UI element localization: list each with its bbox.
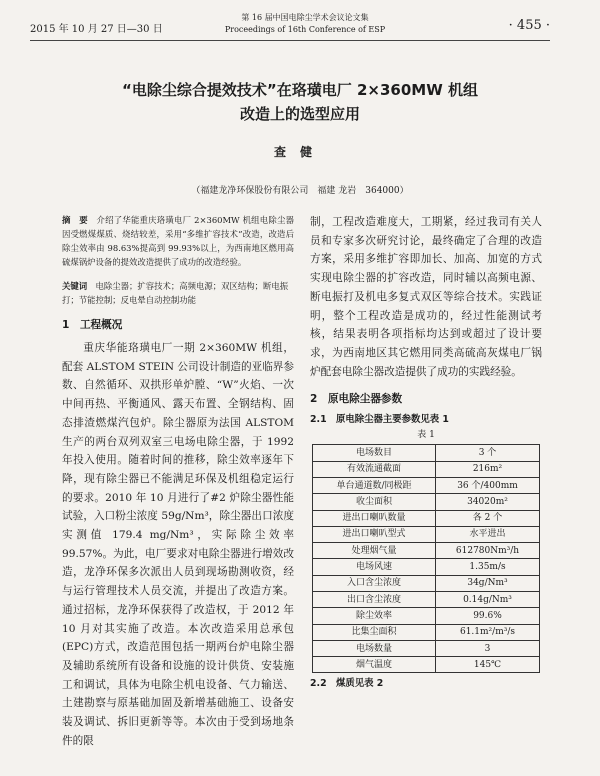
abstract-text: 介绍了华能重庆珞璜电厂 2×360MW 机组电除尘器因受燃煤煤质、烧结较差，采用“多维扩容技术”改造，改造后除尘效率由 98.63%提高到 99.93%以上，为西南地区燃用高硫煤锅炉设备的提效改造提供了成功的改造经验。: [62, 215, 295, 267]
parameter-value: 61.1m²/m³/s: [436, 624, 540, 640]
keywords-label: 关键词: [62, 281, 88, 291]
table-row: [313, 445, 540, 461]
affiliation: （福建龙净环保股份有限公司 福建 龙岩 364000）: [191, 186, 409, 196]
parameter-value: 36 个/400mm: [436, 477, 540, 493]
page-header: [30, 10, 550, 41]
author: 查健: [273, 145, 326, 159]
table-row: [313, 494, 540, 510]
parameter-value: 99.6%: [436, 608, 540, 624]
parameter-name: 有效流通截面: [313, 461, 436, 477]
parameter-value: 145℃: [436, 657, 540, 673]
parameter-name: 进出口喇叭数量: [313, 510, 436, 526]
subsection-2-1-heading: 2.1 原电除尘器主要参数见表 1: [310, 414, 449, 426]
parameter-name: 电场数量: [313, 640, 436, 656]
table-row: [313, 640, 540, 656]
keywords: [62, 279, 294, 307]
parameter-value: 612780Nm³/h: [436, 543, 540, 559]
title-line-1: “电除尘综合提效技术”在珞璜电厂 2×360MW 机组: [122, 81, 478, 99]
parameter-value: 3: [436, 640, 540, 656]
section-1-paragraph: 重庆华能珞璜电厂一期 2×360MW 机组，配套 ALSTOM STEIN 公司设计制造的亚临界参数、自然循环、双拱形单炉膛、“W”火焰、一次中间再热、平衡通风、露天布置、全钢结构、固态排渣燃煤汽包炉。除尘器原为法国 ALSTOM 生产的两台双列双室三电场电除尘器，于 1992 年投入使用。随着时间的推移，除尘效率逐年下降，现有除尘器已不能满足环保及机组稳定运行的要求。2010 年 10 月进行了#2 炉除尘器性能试验，入口粉尘浓度 59g/Nm³，除尘器出口浓度实测值 179.4 mg/Nm³，实际除尘效率 99.57%。为此，电厂要求对电除尘器进行增效改造，龙净环保多次派出人员到现场勘测收资，经与运行管理技术人员交流，并提出了改造方案。通过招标，龙净环保获得了改造权，于 2012 年 10 月对其实施了改造。本次改造采用总承包(EPC)方式，改造范围包括一期两台炉电除尘器及辅助系统所有设备和设施的设计供货、安装施工和调试，具体为电除尘机电设备、气力输送、土建勘察与原基础加固及新增基础施工、设备安装及调试、拆旧更新等等。本次由于受到场地条件的限: [62, 342, 294, 747]
parameter-name: 除尘效率: [313, 608, 436, 624]
conference-name-cn: 第 16 届中国电除尘学术会议论文集: [241, 13, 369, 22]
abstract: [62, 213, 294, 269]
section-1-heading: 1 工程概况: [62, 319, 123, 331]
parameter-value: 水平进出: [436, 526, 540, 542]
parameter-name: 收尘面积: [313, 494, 436, 510]
conference-date: 2015 年 10 月 27 日—30 日: [30, 24, 163, 35]
table-row: [313, 510, 540, 526]
parameter-name: 单台通道数/同极距: [313, 477, 436, 493]
parameters-table: [312, 444, 540, 673]
parameter-name: 进出口喇叭型式: [313, 526, 436, 542]
section-2-heading: 2 原电除尘器参数: [310, 393, 403, 406]
parameter-value: 34g/Nm³: [436, 575, 540, 591]
abstract-label: 摘 要: [62, 215, 88, 225]
parameters-table-body: [313, 445, 540, 673]
right-column: [310, 213, 542, 693]
conference-name-en: Proceedings of 16th Conference of ESP: [224, 25, 386, 34]
parameter-value: 0.14g/Nm³: [436, 592, 540, 608]
parameter-value: 3 个: [436, 445, 540, 461]
table-row: [313, 477, 540, 493]
left-column: [62, 213, 294, 750]
parameter-value: 各 2 个: [436, 510, 540, 526]
subsection-2-2-heading: 2.2 煤质见表 2: [310, 678, 384, 690]
page-number: · 455 ·: [508, 18, 550, 33]
title-line-2: 改造上的选型应用: [239, 105, 360, 123]
section-1-paragraph-continued: 制，工程改造难度大，工期紧，经过我司有关人员和专家多次研究讨论，最终确定了合理的改造方案，采用多维扩容即加长、加高、加宽的方式实现电除尘器的扩容改造，同时辅以高频电源、断电振打及机电多复式双区等综合技术。实践证明，整个工程改造是成功的，经过性能测试考核，结果表明各项指标均达到或超过了设计要求，为西南地区其它燃用同类高硫高灰煤电厂锅炉配套电除尘器改造提供了成功的实践经验。: [310, 216, 542, 378]
table-row: [313, 526, 540, 542]
parameter-value: 34020m²: [436, 494, 540, 510]
parameter-value: 1.35m/s: [436, 559, 540, 575]
parameter-name: 电场风速: [313, 559, 436, 575]
parameter-name: 处理烟气量: [313, 543, 436, 559]
table-row: [313, 575, 540, 591]
table-row: [313, 624, 540, 640]
table-row: [313, 543, 540, 559]
table-row: [313, 559, 540, 575]
table-row: [313, 657, 540, 673]
parameter-name: 入口含尘浓度: [313, 575, 436, 591]
paper-title: [40, 78, 560, 126]
table-row: [313, 592, 540, 608]
table-1-caption: 表 1: [417, 430, 435, 441]
parameter-value: 216m²: [436, 461, 540, 477]
conference-name: [220, 12, 390, 36]
table-row: [313, 608, 540, 624]
table-row: [313, 461, 540, 477]
parameter-name: 电场数目: [313, 445, 436, 461]
parameter-name: 烟气温度: [313, 657, 436, 673]
parameter-name: 比集尘面积: [313, 624, 436, 640]
keywords-text: 电除尘器；扩容技术；高频电源；双区结构；断电振打；节能控制；反电晕自动控制功能: [62, 281, 289, 305]
parameter-name: 出口含尘浓度: [313, 592, 436, 608]
